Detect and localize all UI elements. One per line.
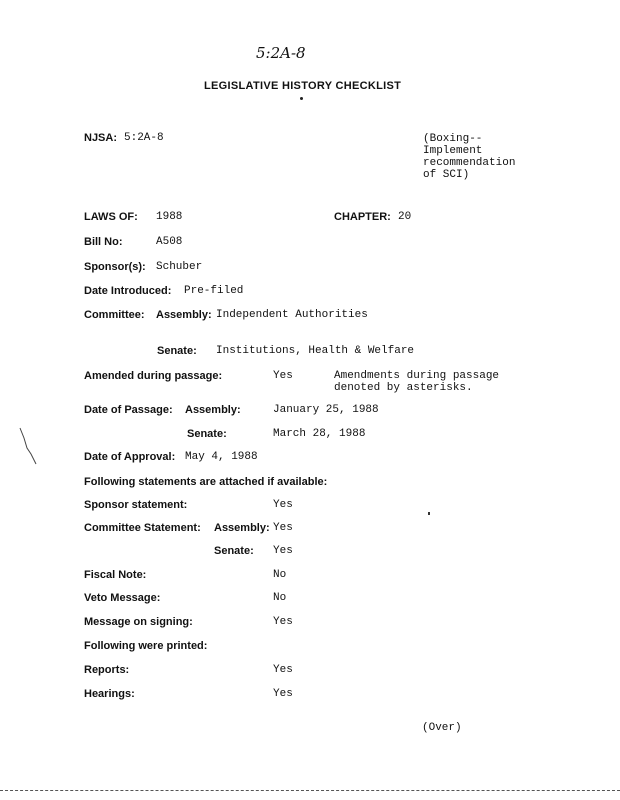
hearings-value: Yes [273, 688, 293, 700]
njsa-value: 5:2A-8 [124, 132, 164, 144]
sponsor-statement-label: Sponsor statement: [84, 499, 188, 511]
passage-senate-label: Senate: [187, 428, 227, 440]
amended-value: Yes [273, 370, 293, 382]
bottom-dashed-rule [0, 790, 620, 791]
scan-artifact-mark [14, 420, 44, 470]
committee-senate-label: Senate: [157, 345, 197, 357]
committee-statement-assembly-label: Assembly: [214, 522, 270, 534]
passage-senate-value: March 28, 1988 [273, 428, 366, 440]
hearings-label: Hearings: [84, 688, 135, 700]
amended-note-line: denoted by asterisks. [334, 382, 473, 394]
date-introduced-label: Date Introduced: [84, 285, 172, 297]
laws-of-label: LAWS OF: [84, 211, 138, 223]
amended-label: Amended during passage: [84, 370, 223, 382]
committee-senate-value: Institutions, Health & Welfare [216, 345, 415, 357]
subject-note-line: of SCI) [423, 169, 470, 181]
veto-message-value: No [273, 592, 287, 604]
subject-note-line: recommendation [423, 157, 516, 169]
date-of-passage-label: Date of Passage: [84, 404, 173, 416]
handwritten-code: 5:2A-8 [256, 44, 306, 62]
bill-no-value: A508 [156, 236, 183, 248]
following-printed-heading: Following were printed: [84, 640, 208, 652]
stray-mark [428, 512, 430, 515]
chapter-label: CHAPTER: [334, 211, 391, 223]
passage-assembly-label: Assembly: [185, 404, 241, 416]
subject-note [423, 133, 515, 181]
date-of-approval-label: Date of Approval: [84, 451, 176, 463]
amended-note-line: Amendments during passage [334, 370, 500, 382]
committee-statement-senate-label: Senate: [214, 545, 254, 557]
date-of-approval-value: May 4, 1988 [185, 451, 258, 463]
committee-assembly-value: Independent Authorities [216, 309, 368, 321]
amended-note [334, 370, 499, 394]
veto-message-label: Veto Message: [84, 592, 161, 604]
laws-of-value: 1988 [156, 211, 183, 223]
njsa-label: NJSA: [84, 132, 118, 144]
passage-assembly-value: January 25, 1988 [273, 404, 379, 416]
chapter-value: 20 [398, 211, 412, 223]
subject-note-line: (Boxing-- [423, 133, 483, 145]
page-title: LEGISLATIVE HISTORY CHECKLIST [204, 80, 402, 92]
sponsor-label: Sponsor(s): [84, 261, 146, 273]
committee-statement-assembly-value: Yes [273, 522, 293, 534]
stray-mark [300, 97, 303, 100]
committee-statement-senate-value: Yes [273, 545, 293, 557]
message-on-signing-label: Message on signing: [84, 616, 193, 628]
committee-statement-label: Committee Statement: [84, 522, 201, 534]
sponsor-value: Schuber [156, 261, 203, 273]
message-on-signing-value: Yes [273, 616, 293, 628]
subject-note-line: Implement [423, 145, 483, 157]
bill-no-label: Bill No: [84, 236, 123, 248]
over-note: (Over) [422, 722, 462, 734]
committee-assembly-label: Assembly: [156, 309, 212, 321]
reports-value: Yes [273, 664, 293, 676]
fiscal-note-value: No [273, 569, 287, 581]
committee-label: Committee: [84, 309, 145, 321]
following-attached-heading: Following statements are attached if available: [84, 476, 328, 488]
date-introduced-value: Pre-filed [184, 285, 244, 297]
sponsor-statement-value: Yes [273, 499, 293, 511]
reports-label: Reports: [84, 664, 130, 676]
fiscal-note-label: Fiscal Note: [84, 569, 147, 581]
